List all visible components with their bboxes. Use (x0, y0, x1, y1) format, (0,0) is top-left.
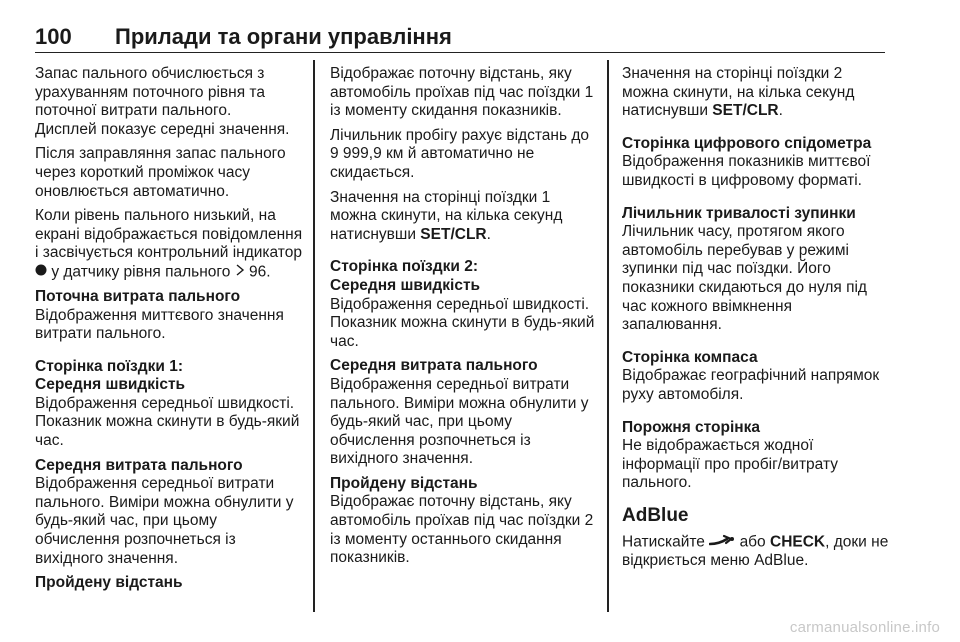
paragraph-text: . (778, 102, 783, 120)
section-heading: Середня швидкість (330, 276, 481, 294)
section-heading: Пройдену відстань (35, 574, 183, 592)
compass-section (622, 349, 892, 405)
reset-paragraph (622, 65, 892, 121)
section-heading: Середня витрата пального (35, 456, 243, 474)
paragraph-text: Натискайте (622, 533, 705, 551)
section-heading: Пройдену відстань (330, 474, 478, 492)
section-text: Відображає поточну відстань, яку автомобіль проїхав під час поїздки 1 із моменту скидання показників. (330, 65, 594, 120)
key-label: SET/CLR (420, 225, 487, 243)
refuel-paragraph: Після заправляння запас пального через короткий проміжок часу оновлюється автоматично. (35, 145, 286, 200)
page-header (35, 22, 885, 53)
column-1 (35, 65, 305, 593)
steering-wheel-control-icon (709, 533, 735, 552)
paragraph-text: Коли рівень пального низький, на екрані відображається повідомлення і засвічується контрольний індикатор (35, 207, 303, 262)
column-2 (330, 65, 600, 574)
trip1-section (35, 358, 305, 593)
low-fuel-paragraph (35, 207, 305, 282)
column-divider (607, 60, 609, 612)
paragraph-text: у датчику рівня пального (51, 263, 231, 281)
adblue-heading: AdBlue (622, 504, 689, 526)
page-number: 100 (35, 24, 72, 49)
section-text: Лічильник пробігу рахує відстань до 9 999,9 км й автоматично не скидається. (330, 126, 590, 181)
section-text: Відображення показників миттєвої швидкості в цифровому форматі. (622, 153, 871, 189)
adblue-paragraph (622, 533, 892, 571)
page-reference: 96. (248, 263, 271, 281)
section-heading: Середня витрата пального (330, 357, 538, 375)
digital-speedometer-section (622, 135, 892, 191)
section-text: Відображення середньої витрати пального. Виміри можна обнулити у будь-який час, при цьому обчислення розпочнеться із вихідного значення. (330, 375, 589, 468)
section-text: Відображення миттєвого значення витрати пального. (35, 306, 284, 343)
page-title: Прилади та органи управління (115, 24, 452, 49)
paragraph-text: або (739, 533, 766, 551)
section-text: Відображає географічний напрямок руху автомобіля. (622, 367, 880, 403)
section-heading: Сторінка компаса (622, 348, 758, 366)
section-text: Лічильник часу, протягом якого автомобіль перебував у режимі зупинки під час поїздки. Його показники скидаються до нуля під час кожного ввімкнення запалювання. (622, 223, 867, 334)
stop-timer-section (622, 205, 892, 335)
paragraph-text: Дисплей показує середні значення. (35, 120, 290, 138)
section-heading: Сторінка поїздки 2: (330, 258, 478, 276)
section-text: Відображення середньої швидкості. Показник можна скинути в будь-який час. (35, 394, 300, 450)
section-heading: Поточна витрата пального (35, 287, 241, 305)
section-text: Відображення середньої швидкості. Показник можна скинути в будь-який час. (330, 295, 595, 350)
paragraph-text: Запас пального обчислюється з урахуванням поточного рівня та поточної витрати пального. (35, 65, 265, 120)
paragraph-text: . (486, 225, 491, 243)
column-divider (313, 60, 315, 612)
section-heading: Сторінка цифрового спідометра (622, 134, 872, 152)
section-heading: Лічильник тривалості зупинки (622, 204, 856, 222)
fuel-indicator-dot-icon (35, 263, 47, 282)
paragraph-text: Значення на сторінці поїздки 2 можна скинути, на кілька секунд натиснувши (622, 65, 855, 120)
fuel-range-paragraph (35, 65, 305, 139)
trip2-section (330, 258, 600, 568)
section-text: Відображення середньої витрати пального. Виміри можна обнулити у будь-який час, при цьому обчислення розпочнеться із вихідного значення. (35, 475, 294, 567)
section-text: Відображає поточну відстань, яку автомобіль проїхав під час поїздки 2 із моменту останнього скидання показників. (330, 493, 594, 567)
paragraph-text: , доки не відкриється меню AdBlue. (622, 533, 889, 570)
page-reference-arrow-icon (235, 263, 245, 282)
empty-page-section (622, 419, 892, 493)
watermark: carmanualsonline.info (789, 619, 940, 636)
column-3 (622, 65, 892, 577)
key-label: CHECK (770, 533, 826, 551)
paragraph-text: Значення на сторінці поїздки 1 можна скинути, на кілька секунд натиснувши (330, 188, 563, 243)
section-heading: Порожня сторінка (622, 418, 761, 436)
key-label: SET/CLR (712, 102, 779, 120)
section-heading: Сторінка поїздки 1: (35, 357, 183, 375)
section-heading: Середня швидкість (35, 376, 186, 394)
section-text: Не відображається жодної інформації про пробіг/витрату пального. (622, 437, 838, 492)
reset-paragraph (330, 189, 600, 245)
